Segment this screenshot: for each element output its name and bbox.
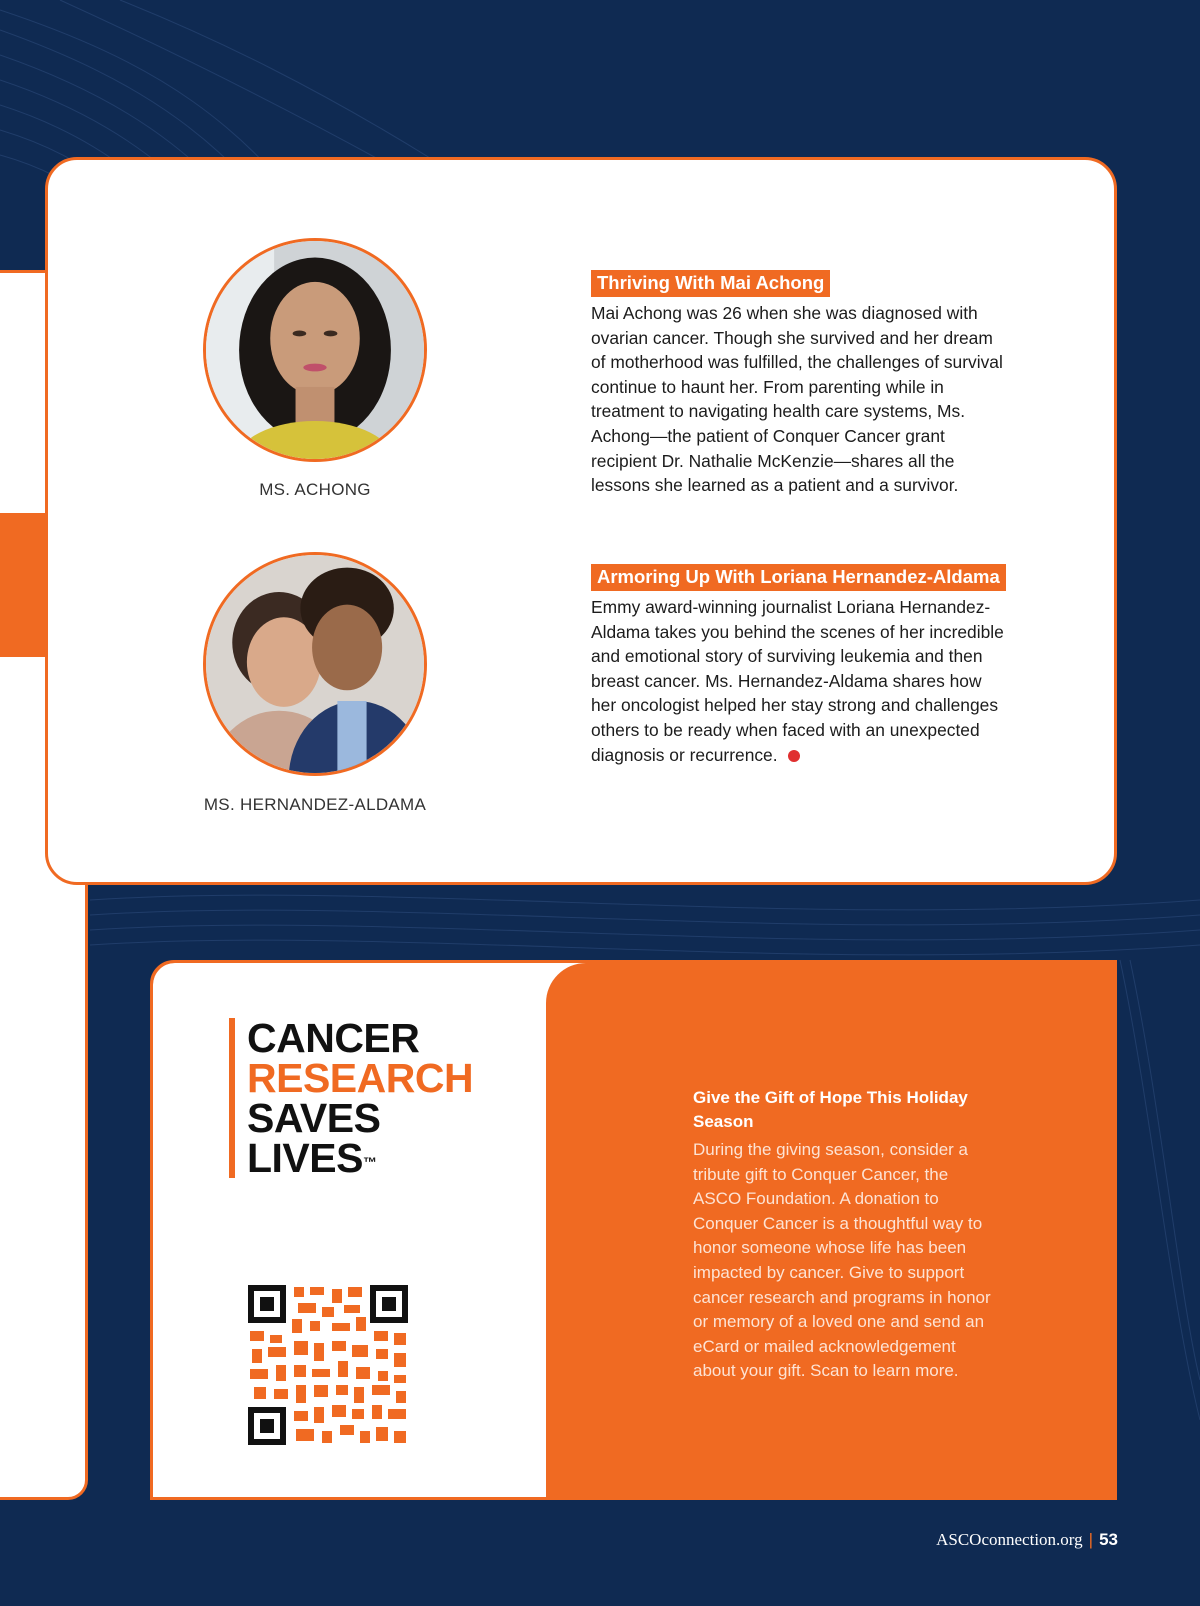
end-mark-dot	[788, 750, 800, 762]
achong-portrait-image	[206, 241, 424, 459]
footer-site-link[interactable]: ASCOconnection.org	[936, 1530, 1083, 1549]
hernandez-aldama-portrait-image	[206, 555, 424, 773]
footer-separator: |	[1088, 1530, 1094, 1549]
donation-promo	[693, 1086, 993, 1384]
story-achong-body: Mai Achong was 26 when she was diagnosed with ovarian cancer. Though she survived and her dream of motherhood was fulfilled, the challenges of survival continue to haunt her. From parenting while in treatment to navigating health care systems, Ms. Achong—the patient of Conquer Cancer grant recipient Dr. Nathalie McKenzie—shares all the lessons she learned as a patient and a survivor.	[591, 303, 1003, 496]
achong-caption: MS. ACHONG	[259, 480, 371, 499]
trademark-mark: ™	[362, 1154, 377, 1170]
story-hernandez-aldama-body	[591, 595, 1011, 767]
story-hernandez-aldama-text: Emmy award-winning journalist Loriana Hernandez-Aldama takes you behind the scenes of her incredible and emotional story of surviving leukemia and then breast cancer. Ms. Hernandez-Aldama shares how her oncologist helped her stay strong and challenges others to be ready when faced with an unexpected diagnosis or recurrence.	[591, 597, 1004, 765]
story-hernandez-aldama-title: Armoring Up With Loriana Hernandez-Aldama	[591, 564, 1006, 591]
promo-title: Give the Gift of Hope This Holiday Season	[693, 1088, 968, 1131]
logo-line-saves: SAVES	[247, 1095, 381, 1141]
qr-code[interactable]	[248, 1285, 408, 1445]
page-number: 53	[1099, 1530, 1118, 1549]
donation-card	[150, 960, 1117, 1500]
stories-card	[45, 157, 1117, 885]
logo-line-lives	[247, 1135, 473, 1181]
logo-lives-text: LIVES	[247, 1135, 363, 1181]
story-hernandez-aldama	[591, 564, 1011, 767]
cancer-research-saves-lives-logo	[229, 1015, 474, 1181]
hernandez-aldama-caption: MS. HERNANDEZ-ALDAMA	[203, 795, 427, 814]
logo-line-cancer: CANCER	[247, 1015, 420, 1061]
story-achong	[591, 270, 1011, 498]
promo-body: During the giving season, consider a tribute gift to Conquer Cancer, the ASCO Foundation. A donation to Conquer Cancer is a thoughtful way to honor someone whose life has been impacted by cancer. Give to support cancer research and programs in honor or memory of a loved one and send an eCard or mailed acknowledgement about your gift. Scan to learn more.	[693, 1140, 991, 1381]
hernandez-aldama-photo	[203, 552, 427, 776]
story-achong-title: Thriving With Mai Achong	[591, 270, 830, 297]
achong-photo	[203, 238, 427, 462]
logo-line-research: RESEARCH	[247, 1055, 474, 1101]
page-footer	[936, 1530, 1118, 1550]
